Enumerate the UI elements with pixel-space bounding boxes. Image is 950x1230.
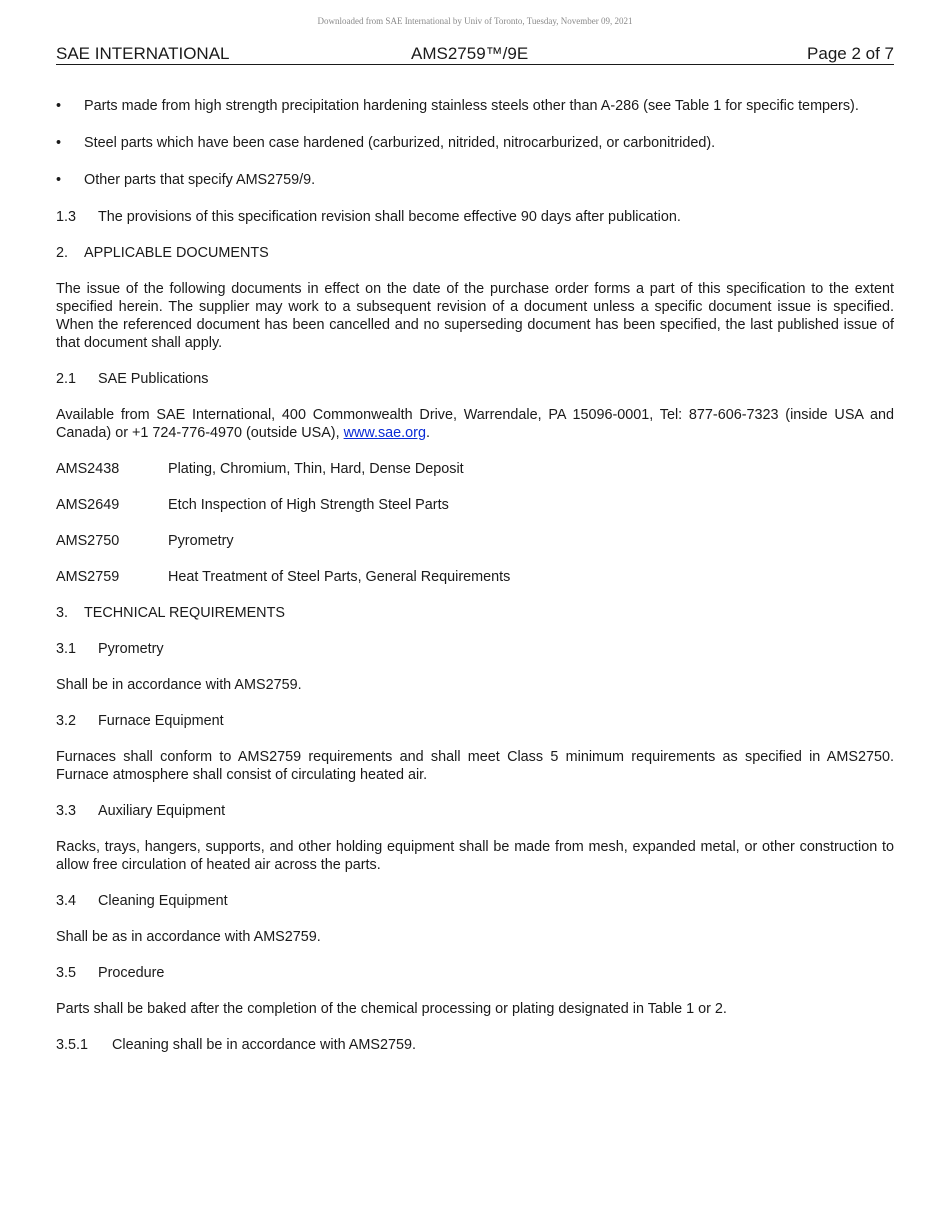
section-title: TECHNICAL REQUIREMENTS <box>84 605 285 621</box>
section-2-paragraph: The issue of the following documents in effect on the date of the purchase order forms a part of this specification to the extent specified herein. The supplier may work to a subsequent revision of a document unless a specific document issue is specified. When the referenced document has been cancelled and no superseding document has been specified, the last published issue of that document shall apply. <box>56 281 894 351</box>
section-title: Furnace Equipment <box>98 713 224 729</box>
reference-title: Pyrometry <box>168 533 234 549</box>
reference-row <box>56 568 894 586</box>
bullet-text: Other parts that specify AMS2759/9. <box>84 172 316 188</box>
reference-code: AMS2438 <box>56 461 120 477</box>
section-3-heading <box>56 604 894 622</box>
section-number: 3.3 <box>56 803 77 819</box>
section-title: Pyrometry <box>98 641 164 657</box>
section-3-2-paragraph: Furnaces shall conform to AMS2759 requirements and shall meet Class 5 minimum requirements as specified in AMS2750. Furnace atmosphere shall consist of circulating heated air. <box>56 749 894 783</box>
list-item <box>56 171 894 189</box>
bullet-text: Parts made from high strength precipitation hardening stainless steels other than A-286 (see Table 1 for specific tempers). <box>84 98 859 114</box>
section-number: 3.5.1 <box>56 1037 89 1053</box>
availability-text: Available from SAE International, 400 Commonwealth Drive, Warrendale, PA 15096-0001, Tel: 877-606-7323 (inside USA and Canada) or +1 724-776-4970 (outside USA), <box>56 407 894 441</box>
section-2-heading <box>56 244 894 262</box>
section-text: Cleaning shall be in accordance with AMS2759. <box>112 1037 416 1053</box>
reference-title: Etch Inspection of High Strength Steel Parts <box>168 497 449 513</box>
section-number: 3.5 <box>56 965 77 981</box>
list-item <box>56 134 894 152</box>
section-3-4-paragraph: Shall be as in accordance with AMS2759. <box>56 929 321 945</box>
section-title: Procedure <box>98 965 165 981</box>
reference-title: Heat Treatment of Steel Parts, General Requirements <box>168 569 511 585</box>
download-watermark: Downloaded from SAE International by Univ of Toronto, Tuesday, November 09, 2021 <box>317 16 633 26</box>
reference-row <box>56 496 894 514</box>
section-3-5-paragraph: Parts shall be baked after the completion of the chemical processing or plating designated in Table 1 or 2. <box>56 1001 727 1017</box>
reference-code: AMS2750 <box>56 533 120 549</box>
sae-website-link[interactable]: www.sae.org <box>343 425 426 441</box>
section-3-3-paragraph: Racks, trays, hangers, supports, and other holding equipment shall be made from mesh, expanded metal, or other construction to allow free circulation of heated air across the parts. <box>56 839 894 873</box>
section-1-3 <box>56 208 894 226</box>
section-2-1-paragraph <box>56 406 894 442</box>
availability-text-end: . <box>425 425 430 441</box>
reference-code: AMS2759 <box>56 569 120 585</box>
section-3-1-paragraph: Shall be in accordance with AMS2759. <box>56 677 302 693</box>
header-page-number: Page 2 of 7 <box>807 44 894 63</box>
list-item <box>56 97 894 115</box>
bullet-text: Steel parts which have been case hardened (carburized, nitrided, nitrocarburized, or carbonitrided). <box>84 135 716 151</box>
section-number: 2. <box>56 245 69 261</box>
section-3-5-heading <box>56 964 894 982</box>
section-number: 3. <box>56 605 69 621</box>
section-number: 1.3 <box>56 209 77 225</box>
section-title: Auxiliary Equipment <box>98 803 226 819</box>
document-body <box>56 97 894 1072</box>
bullet-icon: • <box>56 135 62 151</box>
bullet-icon: • <box>56 172 62 188</box>
section-number: 3.2 <box>56 713 77 729</box>
section-3-5-1 <box>56 1036 894 1054</box>
section-number: 3.1 <box>56 641 77 657</box>
reference-row <box>56 460 894 478</box>
section-3-2-heading <box>56 712 894 730</box>
bullet-icon: • <box>56 98 62 114</box>
reference-row <box>56 532 894 550</box>
section-3-4-heading <box>56 892 894 910</box>
section-number: 3.4 <box>56 893 77 909</box>
reference-code: AMS2649 <box>56 497 120 513</box>
section-title: Cleaning Equipment <box>98 893 228 909</box>
section-3-3-heading <box>56 802 894 820</box>
header-org: SAE INTERNATIONAL <box>56 44 230 63</box>
header-doc-id: AMS2759™/9E <box>411 44 529 63</box>
section-3-1-heading <box>56 640 894 658</box>
section-number: 2.1 <box>56 371 77 387</box>
page-header <box>56 44 894 65</box>
section-text: The provisions of this specification revision shall become effective 90 days after publication. <box>98 209 681 225</box>
reference-title: Plating, Chromium, Thin, Hard, Dense Deposit <box>168 461 464 477</box>
section-2-1-heading <box>56 370 894 388</box>
section-title: APPLICABLE DOCUMENTS <box>84 245 269 261</box>
section-title: SAE Publications <box>98 371 209 387</box>
